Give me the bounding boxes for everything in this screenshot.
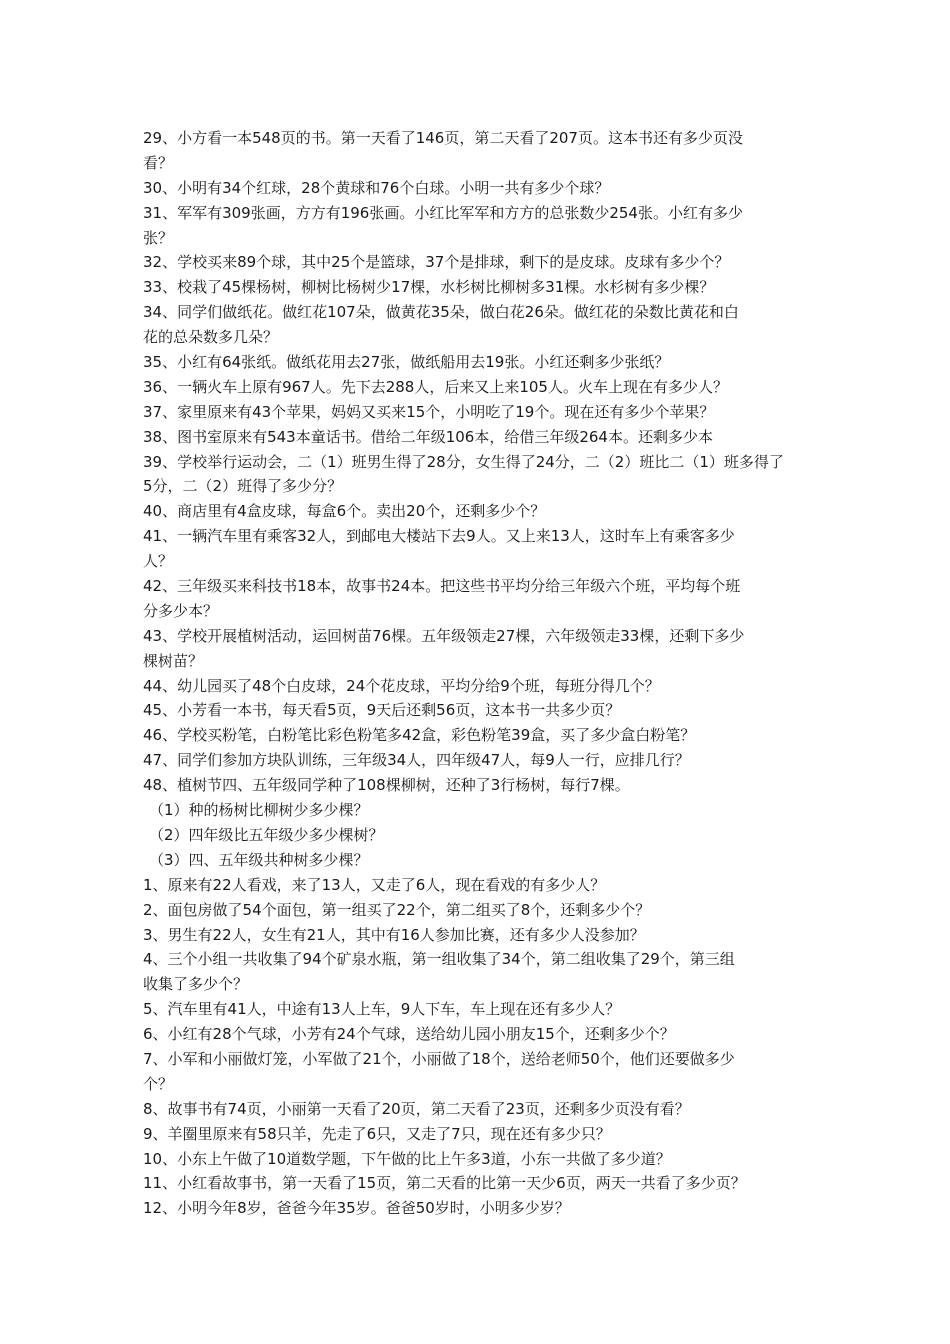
text-line: 31、军军有309张画，方方有196张画。小红比军军和方方的总张数少254张。小红有多少	[143, 203, 743, 222]
text-line: 人？	[143, 552, 174, 571]
text-line: 9、羊圈里原来有58只羊，先走了6只，又走了7只，现在还有多少只？	[143, 1124, 611, 1143]
text-line: 35、小红有64张纸。做纸花用去27张，做纸船用去19张。小红还剩多少张纸？	[143, 353, 670, 372]
text-line: 4、三个小组一共收集了94个矿泉水瓶，第一组收集了34个，第二组收集了29个，第三组	[143, 950, 735, 969]
text-line: 棵树苗？	[143, 651, 204, 670]
text-line: 47、同学们参加方块队训练，三年级34人，四年级47人，每9人一行，应排几行？	[143, 751, 690, 770]
text-line: 花的总朵数多几朵？	[143, 328, 279, 347]
text-line: 看？	[143, 153, 174, 172]
text-line: 29、小方看一本548页的书。第一天看了146页，第二天看了207页。这本书还有多少页没	[143, 129, 743, 147]
text-line: 45、小芳看一本书，每天看5页，9天后还剩56页，这本书一共多少页？	[143, 701, 621, 720]
text-line: 41、一辆汽车里有乘客32人，到邮电大楼站下去9人。又上来13人，这时车上有乘客多少	[143, 527, 735, 546]
text-line: 7、小军和小丽做灯笼，小军做了21个，小丽做了18个，送给老师50个，他们还要做多少	[143, 1049, 735, 1068]
problem-list	[143, 126, 811, 1221]
text-line: 2、面包房做了54个面包，第一组买了22个，第二组买了8个，还剩多少个？	[143, 900, 651, 919]
text-line: 37、家里原来有43个苹果，妈妈又买来15个，小明吃了19个。现在还有多少个苹果？	[143, 402, 715, 421]
text-line: 44、幼儿园买了48个白皮球，24个花皮球，平均分给9个班，每班分得几个？	[143, 676, 660, 695]
text-line: 33、校栽了45棵杨树，柳树比杨树少17棵，水杉树比柳树多31棵。水杉树有多少棵？	[143, 278, 715, 297]
text-line: 11、小红看故事书，第一天看了15页，第二天看的比第一天少6页，两天一共看了多少页？	[143, 1174, 746, 1193]
text-line: 43、学校开展植树活动，运回树苗76棵。五年级领走27棵，六年级领走33棵，还剩下多少	[143, 626, 745, 645]
text-line: 6、小红有28个气球，小芳有24个气球，送给幼儿园小朋友15个，还剩多少个？	[143, 1025, 675, 1044]
text-line: 36、一辆火车上原有967人。先下去288人，后来又上来105人。火车上现在有多少人？	[143, 377, 728, 396]
text-line: 5分，二（2）班得了多少分？	[143, 477, 343, 496]
text-line: 32、学校买来89个球，其中25个是篮球，37个是排球，剩下的是皮球。皮球有多少个？	[143, 253, 730, 272]
text-line: 30、小明有34个红球，28个黄球和76个白球。小明一共有多少个球？	[143, 178, 610, 197]
text-line: 12、小明今年8岁，爸爸今年35岁。爸爸50岁时，小明多少岁？	[143, 1199, 570, 1218]
text-line: 42、三年级买来科技书18本，故事书24本。把这些书平均分给三年级六个班，平均每个班	[143, 577, 741, 596]
text-line: 个？	[143, 1074, 174, 1093]
text-line: 40、商店里有4盒皮球，每盒6个。卖出20个，还剩多少个？	[143, 502, 546, 521]
text-line: 3、男生有22人，女生有21人，其中有16人参加比赛，还有多少人没参加？	[143, 925, 645, 944]
text-line: 38、图书室原来有543本童话书。借给二年级106本，给借三年级264本。还剩多少本	[143, 427, 713, 446]
text-line: 分多少本？	[143, 601, 219, 620]
text-line: 39、学校举行运动会，二（1）班男生得了28分，女生得了24分，二（2）班比二（1）班多得了	[143, 452, 784, 471]
sub-question: （1）种的杨树比柳树少多少棵？	[149, 801, 369, 820]
text-line: 5、汽车里有41人，中途有13人上车，9人下车，车上现在还有多少人？	[143, 1000, 621, 1019]
sub-question: （3）四、五年级共种树多少棵？	[149, 850, 369, 869]
text-line: 10、小东上午做了10道数学题，下午做的比上午多3道，小东一共做了多少道？	[143, 1149, 671, 1168]
text-line: 46、学校买粉笔，白粉笔比彩色粉笔多42盒，彩色粉笔39盒，买了多少盒白粉笔？	[143, 726, 696, 745]
text-line: 1、原来有22人看戏，来了13人，又走了6人，现在看戏的有多少人？	[143, 875, 606, 894]
text-line: 收集了多少个？	[143, 975, 249, 994]
sub-question: （2）四年级比五年级少多少棵树？	[149, 825, 384, 844]
text-line: 8、故事书有74页，小丽第一天看了20页，第二天看了23页，还剩多少页没有看？	[143, 1099, 690, 1118]
text-line: 48、植树节四、五年级同学种了108棵柳树，还种了3行杨树，每行7棵。	[143, 776, 630, 795]
text-line: 张？	[143, 228, 174, 247]
text-line: 34、同学们做纸花。做红花107朵，做黄花35朵，做白花26朵。做红花的朵数比黄花和白	[143, 303, 739, 322]
